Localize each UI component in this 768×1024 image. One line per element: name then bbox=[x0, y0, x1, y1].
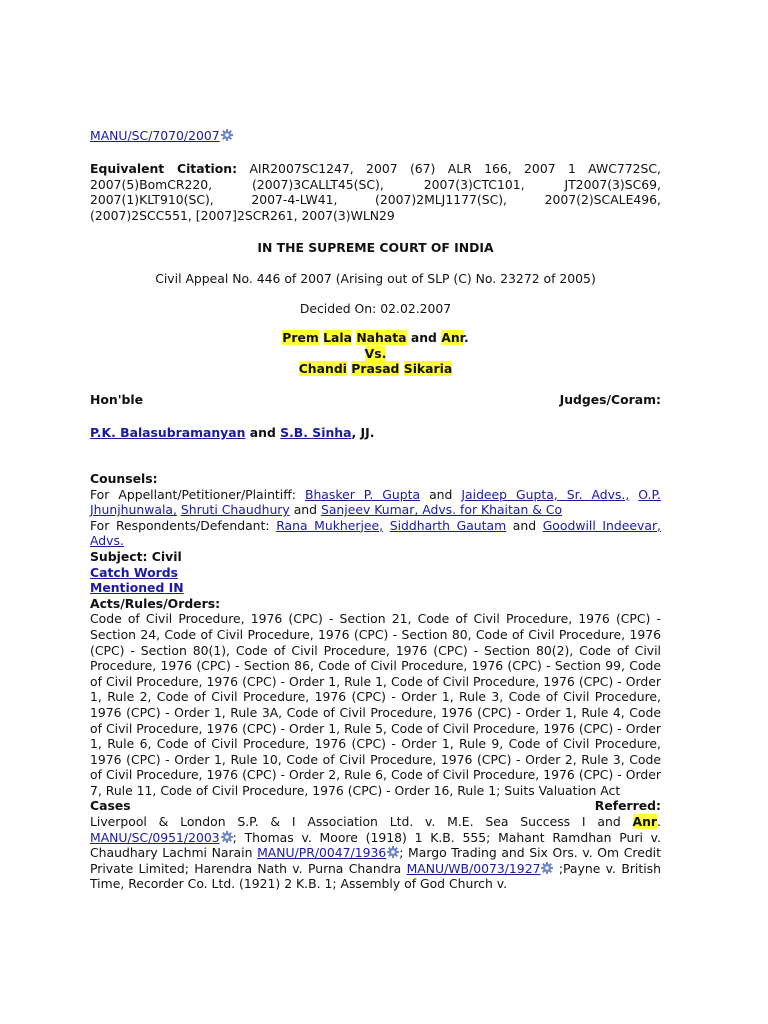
citation-link[interactable]: MANU/SC/7070/2007 bbox=[90, 128, 220, 143]
honble-label: Hon'ble bbox=[90, 392, 144, 407]
judges: P.K. Balasubramanyan and S.B. Sinha, JJ. bbox=[90, 425, 375, 440]
cases-text: Liverpool & London S.P. & I Association Ltd. v. M.E. Sea Success I and Anr. MANU/SC/0951/2003 ; Thomas v. Moore (1918) 1 K.B. 555; Mahant Ramdhan Puri v. Chaudhary Lachmi Narain MANU/PR/0047/1936 ; Margo Trading and Six Ors. v. Om Credit Private Limited; Harendra Nath v. Purna Chandra MANU/WB/0073/1927 ;Payne v. British Time, Recorder Co. Ltd. (1921) 2 K.B. 1; Assembly of God Church v. bbox=[90, 814, 661, 892]
coram-label: Judges/Coram: bbox=[559, 392, 661, 407]
counsel-link[interactable]: Siddharth Gautam bbox=[389, 517, 507, 533]
acts-heading: Acts/Rules/Orders: bbox=[90, 595, 221, 611]
appellant-counsels: For Appellant/Petitioner/Plaintiff: Bhasker P. Gupta and Jaideep Gupta, Sr. Advs., O.P. Jhunjhunwala, Shruti Chaudhury and Sanjeev Kumar, Advs. for Khaitan & Co bbox=[90, 486, 661, 518]
case-link-2[interactable]: MANU/PR/0047/1936 bbox=[257, 845, 387, 861]
counsel-link[interactable]: O.P. Jhunjhunwala, bbox=[90, 486, 661, 518]
case-link-1[interactable]: MANU/SC/0951/2003 bbox=[90, 829, 220, 845]
equivalent-line-2: 2007(5)BomCR220, (2007)3CALLT45(SC), 2007(3)CTC101, JT2007(3)SC69, bbox=[90, 176, 661, 192]
gear-icon[interactable] bbox=[221, 129, 233, 141]
appellant-names: Prem Lala Nahata and Anr. bbox=[282, 330, 469, 345]
equivalent-citation bbox=[90, 161, 661, 223]
subject: Subject: Civil bbox=[90, 548, 182, 564]
catch-words-link[interactable]: Catch Words bbox=[90, 564, 178, 580]
counsel-link[interactable]: Bhasker P. Gupta bbox=[304, 486, 421, 502]
equivalent-label: Equivalent Citation: bbox=[90, 161, 238, 176]
decided-date: Decided On: 02.02.2007 bbox=[299, 301, 452, 316]
case-link-3[interactable]: MANU/WB/0073/1927 bbox=[406, 860, 541, 876]
gear-icon[interactable] bbox=[541, 862, 553, 874]
respondent-names: Chandi Prasad Sikaria bbox=[298, 361, 453, 377]
counsel-link[interactable]: Rana Mukherjee, bbox=[276, 517, 384, 533]
court-name: IN THE SUPREME COURT OF INDIA bbox=[257, 240, 494, 255]
gear-icon[interactable] bbox=[221, 831, 233, 843]
counsel-link[interactable]: Jaideep Gupta, Sr. Advs., bbox=[461, 486, 630, 502]
parties bbox=[90, 330, 661, 377]
judge-link-1[interactable]: P.K. Balasubramanyan bbox=[90, 425, 246, 440]
equivalent-line-1: AIR2007SC1247, 2007 (67) ALR 166, 2007 1 AWC772SC, bbox=[249, 161, 661, 176]
gear-icon[interactable] bbox=[387, 846, 399, 858]
mentioned-in-link[interactable]: Mentioned IN bbox=[90, 580, 184, 596]
counsels-section bbox=[90, 471, 661, 892]
counsel-link[interactable]: Goodwill Indeevar, Advs. bbox=[90, 517, 661, 549]
judge-link-2[interactable]: S.B. Sinha bbox=[280, 425, 352, 440]
respondent-counsels: For Respondents/Defendant: Rana Mukherjee, Siddharth Gautam and Goodwill Indeevar, Advs. bbox=[90, 517, 661, 549]
counsels-heading: Counsels: bbox=[90, 471, 158, 486]
citation-line bbox=[90, 128, 661, 144]
equivalent-line-3: 2007(1)KLT910(SC), 2007-4-LW41, (2007)2MLJ1177(SC), 2007(2)SCALE496, bbox=[90, 192, 661, 208]
counsel-link[interactable]: Sanjeev Kumar, Advs. for Khaitan & Co bbox=[320, 502, 563, 518]
acts-text: Code of Civil Procedure, 1976 (CPC) - Section 21, Code of Civil Procedure, 1976 (CPC) - Section 24, Code of Civil Procedure, 1976 (CPC) - Section 80, Code of Civil Procedure, 1976 (CPC) - Section 80(1), Code of Civil Procedure, 1976 (CPC) - Section 80(2), Code of Civil Procedure, 1976 (CPC) - Section 86, Code of Civil Procedure, 1976 (CPC) - Section 99, Code of Civil Procedure, 1976 (CPC) - Order 1, Rule 1, Code of Civil Procedure, 1976 (CPC) - Order 1, Rule 2, Code of Civil Procedure, 1976 (CPC) - Order 1, Rule 3, Code of Civil Procedure, 1976 (CPC) - Order 1, Rule 3A, Code of Civil Procedure, 1976 (CPC) - Order 1, Rule 4, Code of Civil Procedure, 1976 (CPC) - Order 1, Rule 5, Code of Civil Procedure, 1976 (CPC) - Order 1, Rule 6, Code of Civil Procedure, 1976 (CPC) - Order 1, Rule 9, Code of Civil Procedure, 1976 (CPC) - Order 1, Rule 10, Code of Civil Procedure, 1976 (CPC) - Order 2, Rule 3, Code of Civil Procedure, 1976 (CPC) - Order 2, Rule 6, Code of Civil Procedure, 1976 (CPC) - Order 7, Rule 11, Code of Civil Procedure, 1976 (CPC) - Order 16, Rule 1; Suits Valuation Act bbox=[90, 611, 661, 798]
equivalent-line-4: (2007)2SCC551, [2007]2SCR261, 2007(3)WLN29 bbox=[90, 207, 395, 223]
versus: Vs. bbox=[364, 345, 387, 361]
appeal-number: Civil Appeal No. 446 of 2007 (Arising out of SLP (C) No. 23272 of 2005) bbox=[155, 271, 596, 286]
cases-header: Cases Referred: bbox=[90, 798, 661, 814]
counsel-link[interactable]: Shruti Chaudhury bbox=[180, 502, 290, 518]
bench-header bbox=[90, 392, 661, 408]
